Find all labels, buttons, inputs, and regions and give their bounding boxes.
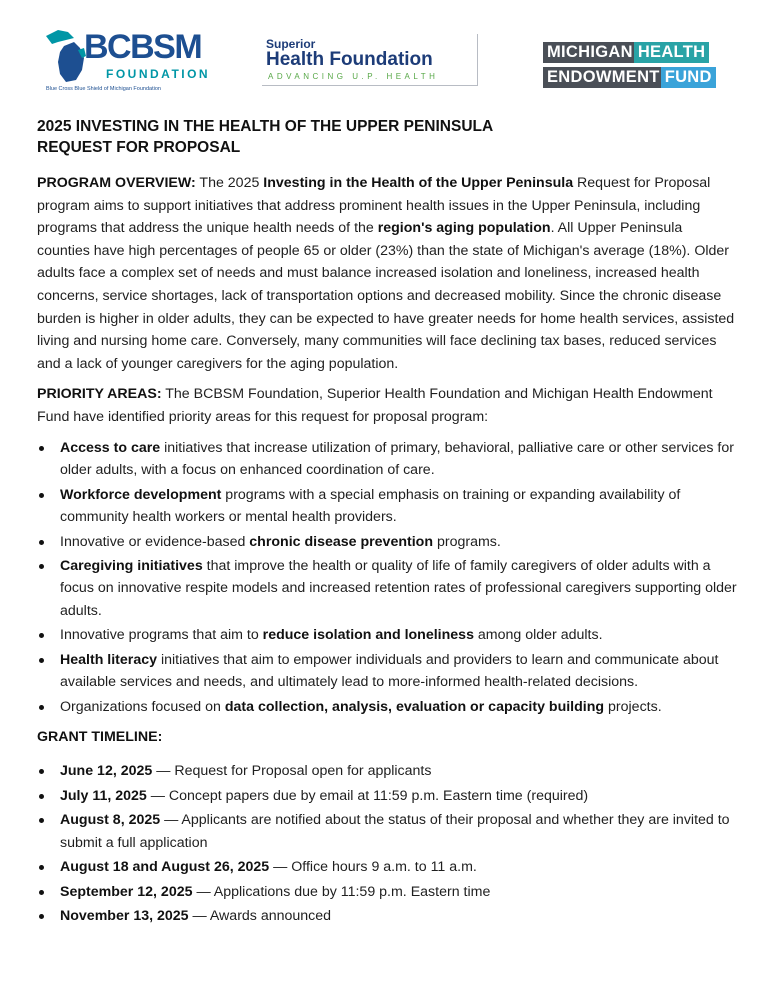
bcbsm-wordmark: BCBSM	[84, 28, 202, 66]
bullet-icon	[39, 818, 44, 823]
michigan-health-endowment-fund-logo	[543, 42, 723, 92]
document-body	[37, 116, 737, 929]
mhef-word-endowment: ENDOWMENT	[543, 67, 664, 88]
bullet-icon	[39, 705, 44, 710]
document-title	[37, 116, 737, 158]
bcbsm-foundation-logo	[44, 28, 211, 98]
bullet-icon	[39, 794, 44, 799]
bullet-icon	[39, 658, 44, 663]
timeline-item: September 12, 2025 — Applications due by 11:59 p.m. Eastern time	[37, 881, 737, 904]
timeline-item: June 12, 2025 — Request for Proposal open for applicants	[37, 760, 737, 783]
list-item: Innovative programs that aim to reduce isolation and loneliness among older adults.	[37, 624, 737, 647]
mhef-word-michigan: MICHIGAN	[543, 42, 637, 63]
bullet-icon	[39, 633, 44, 638]
bullet-icon	[39, 493, 44, 498]
timeline-item: July 11, 2025 — Concept papers due by email at 11:59 p.m. Eastern time (required)	[37, 785, 737, 808]
list-item: Workforce development programs with a special emphasis on training or expanding availability of community health workers or mental health providers.	[37, 484, 737, 529]
shf-tagline: ADVANCING U.P. HEALTH	[268, 72, 439, 81]
mhef-word-health: HEALTH	[634, 42, 710, 63]
timeline-item: November 13, 2025 — Awards announced	[37, 905, 737, 928]
timeline-item: August 8, 2025 — Applicants are notified about the status of their proposal and whether they are invited to submit a full application	[37, 809, 737, 854]
bullet-icon	[39, 865, 44, 870]
bcbsm-foundation-word: FOUNDATION	[106, 67, 211, 81]
bullet-icon	[39, 564, 44, 569]
logo-bar	[0, 24, 768, 104]
superior-health-foundation-logo	[262, 34, 478, 86]
list-item: Health literacy initiatives that aim to empower individuals and providers to learn and communicate about available services and needs, and ultimately lead to more-informed health-related decisions.	[37, 649, 737, 694]
priority-areas-list	[37, 437, 737, 719]
bullet-icon	[39, 540, 44, 545]
bullet-icon	[39, 914, 44, 919]
list-item: Innovative or evidence-based chronic disease prevention programs.	[37, 531, 737, 554]
program-overview-paragraph: PROGRAM OVERVIEW: The 2025 Investing in the Health of the Upper Peninsula Request for Proposal program aims to support initiatives that address prominent health issues in the Upper Peninsula, including programs that address the unique health needs of the region's aging population. All Upper Peninsula counties have high percentages of people 65 or older (23%) than the state of Michigan's average (18%). Older adults face a complex set of needs and must balance increased isolation and loneliness, increased health concerns, service shortages, lack of transportation options and decreased mobility. Since the chronic disease burden is higher in older adults, they can be expected to have greater needs for home health services, assisted living and nursing home care. Conversely, many communities will face declining tax bases, reduced services and a lack of younger caregivers for the aging population.	[37, 175, 735, 372]
bullet-icon	[39, 890, 44, 895]
program-overview-label: PROGRAM OVERVIEW:	[37, 175, 196, 191]
list-item: Caregiving initiatives that improve the health or quality of life of family caregivers of older adults with a focus on innovative respite models and increased retention rates of professional caregivers supporting older adults.	[37, 555, 737, 623]
mhef-word-fund: FUND	[661, 67, 716, 88]
grant-timeline-heading: GRANT TIMELINE:	[37, 729, 163, 746]
list-item: Organizations focused on data collection, analysis, evaluation or capacity building projects.	[37, 696, 737, 719]
shf-main-word: Health Foundation	[266, 49, 433, 70]
grant-timeline-list	[37, 760, 737, 927]
list-item: Access to care initiatives that increase utilization of primary, behavioral, palliative care or other services for older adults, with a focus on enhanced coordination of care.	[37, 437, 737, 482]
title-line-1: 2025 INVESTING IN THE HEALTH OF THE UPPER PENINSULA	[37, 118, 494, 135]
timeline-item: August 18 and August 26, 2025 — Office hours 9 a.m. to 11 a.m.	[37, 856, 737, 879]
title-line-2: REQUEST FOR PROPOSAL	[37, 139, 241, 156]
bullet-icon	[39, 446, 44, 451]
priority-areas-label: PRIORITY AREAS:	[37, 386, 162, 403]
bullet-icon	[39, 769, 44, 774]
bcbsm-tagline: Blue Cross Blue Shield of Michigan Foundation	[46, 86, 161, 92]
shf-top-word: Superior	[266, 37, 316, 51]
priority-areas-paragraph: PRIORITY AREAS: The BCBSM Foundation, Superior Health Foundation and Michigan Health Endowment Fund have identified priority areas for this request for proposal program:	[37, 386, 713, 425]
